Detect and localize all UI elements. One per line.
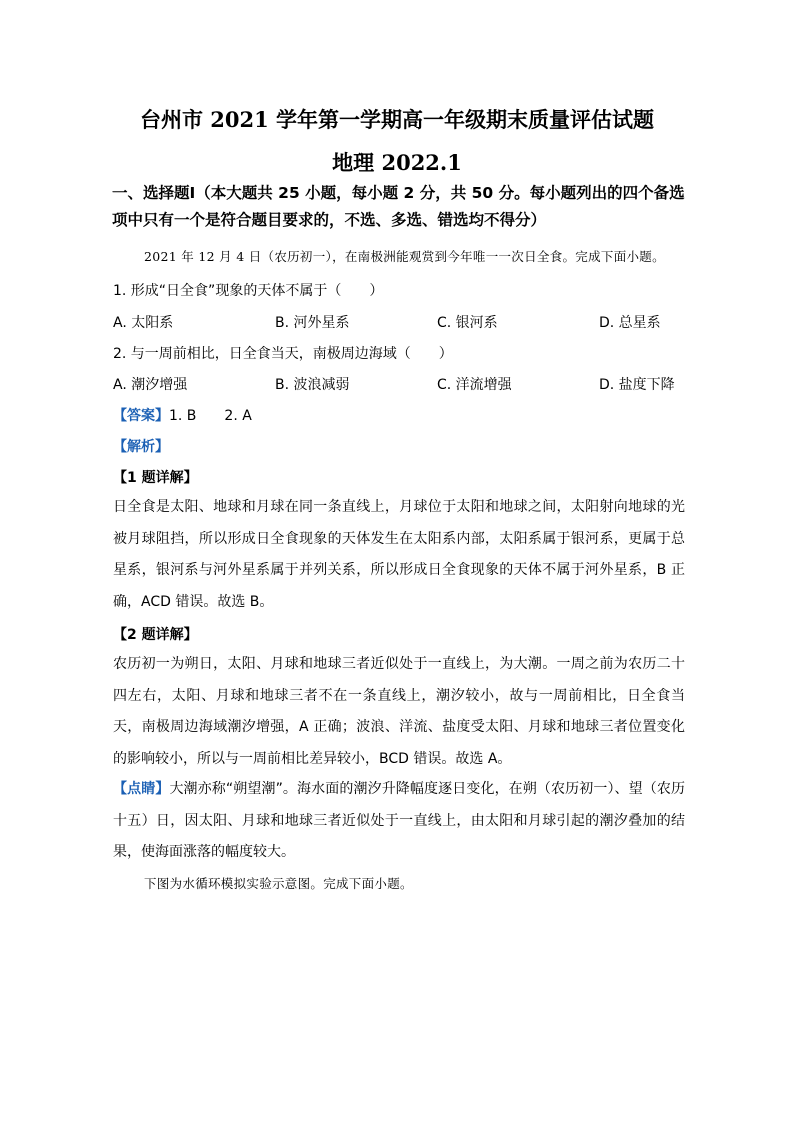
answer-line: [113, 405, 252, 425]
answer-tag: 【答案】: [113, 408, 169, 424]
note-paragraph: [113, 774, 685, 869]
q2-option-b: B. 波浪减弱: [275, 377, 350, 393]
q1-option-d: D. 总星系: [599, 315, 661, 331]
q2-option-a: A. 潮汐增强: [113, 377, 188, 393]
q1-option-b: B. 河外星系: [275, 315, 350, 331]
exam-subtitle: 地理 2022.1: [332, 150, 462, 175]
question-stem-2: 下图为水循环模拟实验示意图。完成下面小题。: [144, 876, 413, 891]
detail-1-tag: 【1 题详解】: [113, 470, 198, 486]
question-stem-1: 2021 年 12 月 4 日（农历初一），在南极洲能观赏到今年唯一一次日全食。完成下面小题。: [144, 249, 665, 264]
q1-option-c: C. 银河系: [437, 315, 498, 331]
answer-value: 1. B 2. A: [169, 408, 252, 424]
q1-option-a: A. 太阳系: [113, 315, 174, 331]
section-heading: 一、选择题Ⅰ（本大题共 25 小题，每小题 2 分，共 50 分。每小题列出的四个备选项中只有一个是符合题目要求的，不选、多选、错选均不得分）: [112, 184, 685, 229]
note-text: 大潮亦称“朔望潮”。海水面的潮汐升降幅度逐日变化，在朔（农历初一）、望（农历十五）日，因太阳、月球和地球三者近似处于一直线上，由太阳和月球引起的潮汐叠加的结果，使海面涨落的幅度较大。: [113, 781, 685, 860]
note-tag: 【点睛】: [113, 781, 170, 797]
question-2: 2. 与一周前相比，日全食当天，南极周边海域（ ）: [113, 346, 453, 362]
exam-title: 台州市 2021 学年第一学期高一年级期末质量评估试题: [139, 107, 655, 132]
analysis-tag: 【解析】: [113, 439, 169, 455]
detail-2-tag: 【2 题详解】: [113, 627, 198, 643]
q2-option-c: C. 洋流增强: [437, 377, 512, 393]
q2-option-d: D. 盐度下降: [599, 377, 675, 393]
detail-1-text: 日全食是太阳、地球和月球在同一条直线上，月球位于太阳和地球之间，太阳射向地球的光被月球阻挡，所以形成日全食现象的天体发生在太阳系内部，太阳系属于银河系，更属于总星系，银河系与河外星系属于并列关系，所以形成日全食现象的天体不属于河外星系，B 正确，ACD 错误。故选 B。: [113, 499, 685, 610]
detail-2-text: 农历初一为朔日，太阳、月球和地球三者近似处于一直线上，为大潮。一周之前为农历二十四左右，太阳、月球和地球三者不在一条直线上，潮汐较小，故与一周前相比，日全食当天，南极周边海域潮汐增强，A 正确；波浪、洋流、盐度受太阳、月球和地球三者位置变化的影响较小，所以与一周前相比差异较小，BCD 错误。故选 A。: [113, 656, 685, 767]
question-1: 1. 形成“日全食”现象的天体不属于（ ）: [113, 283, 384, 299]
